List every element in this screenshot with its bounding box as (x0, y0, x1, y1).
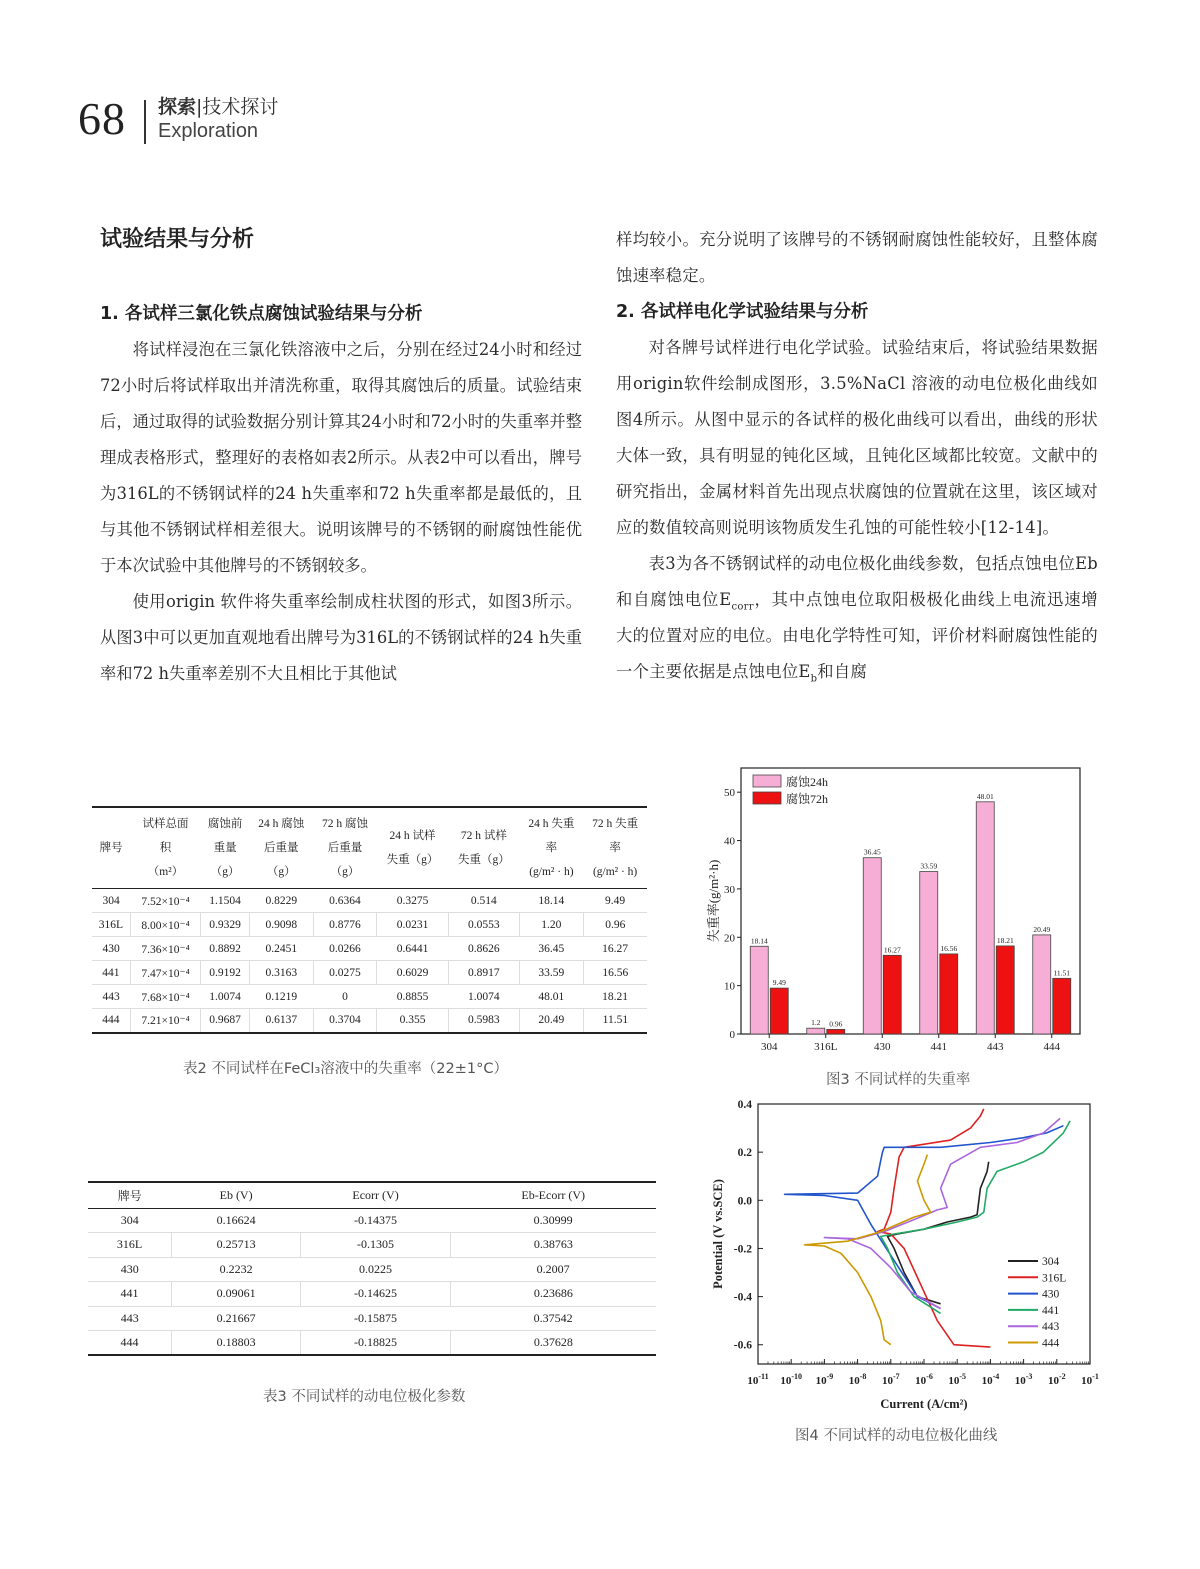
table-cell: 0.37542 (533, 1310, 573, 1325)
table-cell: 0.96 (583, 913, 647, 937)
x-tick-base: 10 (1014, 1375, 1026, 1387)
x-tick-base: 10 (747, 1375, 759, 1387)
y-tick-label: 10 (724, 980, 735, 993)
table-cell: 0.8626 (468, 942, 500, 955)
text-fragment: 和自腐 (817, 662, 868, 681)
legend-label: 304 (1042, 1256, 1060, 1268)
y-tick-label: 40 (724, 835, 735, 848)
bar (1053, 978, 1071, 1034)
table-cell: 0.514 (470, 894, 497, 907)
x-axis-label: Current (A/cm²) (880, 1397, 968, 1411)
x-tick-label (747, 1372, 768, 1387)
table-cell: 443 (102, 990, 120, 1003)
x-tick-base: 10 (848, 1375, 860, 1387)
header-line: 后重量 (264, 842, 299, 854)
table-cell: 441 (88, 1282, 172, 1307)
legend-label: 443 (1042, 1321, 1060, 1334)
table-row (92, 985, 647, 1009)
x-tick-base: 10 (1081, 1375, 1093, 1387)
right-column (616, 222, 1098, 690)
subscript: corr (731, 601, 754, 613)
bar (750, 946, 768, 1034)
table-cell: 1.1504 (209, 894, 241, 907)
x-tick-base: 10 (948, 1375, 960, 1387)
x-tick-label: 444 (1043, 1041, 1060, 1053)
line-chart (700, 1096, 1100, 1418)
table-cell: 0.2007 (536, 1261, 570, 1276)
series-line (785, 1126, 1067, 1309)
bar (976, 802, 994, 1034)
table-cell: 304 (120, 1212, 139, 1227)
y-tick-label: 30 (724, 883, 735, 896)
table-header-cell (92, 807, 130, 889)
table-3-caption: 表3 不同试样的动电位极化参数 (263, 1389, 466, 1405)
table-cell: 9.49 (605, 894, 626, 907)
x-tick-exponent: -10 (791, 1372, 803, 1381)
table-cell: 0.9192 (201, 961, 250, 985)
table-cell: 7.47×10⁻⁴ (130, 961, 201, 985)
x-tick-exponent: -8 (859, 1372, 867, 1381)
legend-label: 腐蚀24h (786, 775, 829, 789)
bar-chart (698, 762, 1090, 1062)
header-line: 失重（g） (457, 854, 510, 866)
plot-frame (758, 1104, 1090, 1364)
figure-3-caption: 图3 不同试样的失重率 (826, 1072, 971, 1088)
bar-value-label: 33.59 (920, 861, 938, 871)
legend-label: 444 (1042, 1337, 1060, 1350)
table-cell: -0.1305 (301, 1233, 451, 1258)
table-cell: -0.14625 (301, 1282, 451, 1307)
table-cell: 430 (120, 1261, 139, 1276)
table-cell: 0.8917 (448, 961, 519, 985)
bar (807, 1028, 825, 1034)
header-line: 后重量 (327, 842, 363, 854)
x-tick-base: 10 (1047, 1375, 1059, 1387)
table-cell: 0 (342, 990, 348, 1003)
table-header-cell (377, 807, 448, 889)
table-row (92, 913, 647, 937)
paragraph: 使用origin 软件将失重率绘制成柱状图的形式，如图3所示。从图3中可以更加直观地看出牌号为316L的不锈钢试样的24 h失重率和72 h失重率差别不大且相比于其他试 (100, 592, 582, 683)
x-tick-exponent: -9 (826, 1372, 834, 1381)
table-cell: 0.23686 (450, 1282, 656, 1307)
table-cell: 0.30999 (533, 1212, 573, 1227)
table-cell: 1.0074 (468, 990, 500, 1003)
bar (863, 858, 881, 1034)
header-line: 72 h 腐蚀 (321, 818, 368, 830)
table-2-caption: 表2 不同试样在FeCl₃溶液中的失重率（22±1°C） (183, 1061, 508, 1077)
legend-label: 430 (1042, 1288, 1060, 1301)
table-cell: 8.00×10⁻⁴ (130, 913, 201, 937)
header-line: （g） (210, 866, 240, 878)
bar (920, 872, 938, 1034)
table-cell: 0.18803 (172, 1331, 301, 1356)
table-cell: 1.0074 (209, 990, 241, 1003)
y-tick-label: -0.4 (733, 1291, 752, 1304)
subscript: b (810, 673, 818, 685)
table-cell: 16.27 (602, 942, 629, 955)
bar-value-label: 48.01 (976, 791, 994, 801)
table-row (92, 961, 647, 985)
table-row (92, 937, 647, 961)
section-heading: 试验结果与分析 (100, 227, 255, 252)
table-cell: 0.3275 (396, 894, 429, 907)
table-cell: 0.9098 (249, 913, 313, 937)
table-row (88, 1282, 656, 1307)
x-tick-label (849, 1372, 867, 1387)
header-divider (144, 100, 146, 144)
table-cell: 0.37628 (450, 1331, 656, 1356)
header-line: （g） (266, 866, 296, 878)
bar-value-label: 20.49 (1033, 924, 1051, 934)
left-column (100, 222, 582, 692)
table-row (92, 889, 647, 913)
table-cell: 0.2232 (219, 1261, 253, 1276)
table-cell: 0.5983 (448, 1009, 519, 1033)
x-tick-exponent: -3 (1025, 1372, 1033, 1381)
table-cell: 11.51 (583, 1009, 647, 1033)
header-line: (g/m² · h) (529, 866, 574, 878)
table-cell: 18.14 (538, 894, 565, 907)
table-header-cell: Eb-Ecorr (V) (450, 1182, 656, 1208)
paragraph (616, 546, 1098, 690)
table-cell: 20.49 (520, 1009, 584, 1033)
x-tick-exponent: -2 (1058, 1372, 1066, 1381)
table-cell: 444 (92, 1009, 130, 1033)
header-line: 72 h 试样 (460, 830, 507, 842)
table-cell: 0.3163 (249, 961, 313, 985)
table-body (92, 889, 647, 1033)
table-3 (88, 1181, 656, 1356)
x-tick-label (915, 1372, 933, 1387)
y-tick-label: 0 (729, 1029, 735, 1041)
table-header-cell: 牌号 (88, 1182, 172, 1208)
header-line: 重量 (213, 842, 237, 854)
subheading-1: 1. 各试样三氯化铁点腐蚀试验结果与分析 (100, 304, 423, 324)
x-tick-exponent: -7 (892, 1372, 900, 1381)
table-cell: 441 (92, 961, 130, 985)
legend-label: 腐蚀72h (786, 792, 829, 806)
x-tick-exponent: -11 (758, 1372, 769, 1381)
table-row (92, 1009, 647, 1033)
table-cell: 0.9687 (201, 1009, 250, 1033)
table-cell: 304 (102, 894, 120, 907)
table-cell: 0.0266 (329, 942, 361, 955)
table-cell: 7.21×10⁻⁴ (130, 1009, 201, 1033)
x-tick-base: 10 (881, 1375, 893, 1387)
header-line: （m²） (147, 866, 184, 878)
header-line: 24 h 失重 (528, 818, 575, 830)
bar (1033, 935, 1051, 1034)
bar-value-label: 16.27 (883, 945, 901, 955)
x-tick-base: 10 (981, 1375, 993, 1387)
table-header-row (88, 1182, 656, 1208)
table-body (88, 1208, 656, 1355)
legend-swatch (753, 775, 781, 787)
section-label (158, 92, 278, 119)
section-label-bold: 探索 (158, 96, 197, 118)
table-cell: 0.6441 (396, 942, 429, 955)
header-line: 率 (609, 842, 621, 854)
table-header-cell: Ecorr (V) (301, 1182, 451, 1208)
table-cell: 7.36×10⁻⁴ (141, 943, 190, 956)
text-fragment: ，其中点蚀电位取阳极极化曲线上电流迅速增大的位置对应的电位。由电化学特性可知，评价材料耐腐蚀性能的一个主要依据是点蚀电位E (616, 590, 1098, 681)
table-cell: 0.6364 (329, 894, 361, 907)
figure-4-caption: 图4 不同试样的动电位极化曲线 (795, 1428, 998, 1444)
table-cell: 0.355 (377, 1009, 448, 1033)
series-line (805, 1155, 931, 1345)
table-row (88, 1233, 656, 1258)
header-line: 24 h 试样 (389, 830, 436, 842)
table-header-cell (130, 807, 201, 889)
table-header-cell: Eb (V) (172, 1182, 301, 1208)
x-tick-label (1015, 1372, 1033, 1387)
table-cell: 0.6029 (377, 961, 448, 985)
bar (883, 955, 901, 1034)
x-tick-exponent: -6 (926, 1372, 933, 1381)
y-tick-label: 50 (724, 787, 735, 800)
table-cell: 0.3704 (313, 1009, 377, 1033)
x-tick-label: 304 (761, 1041, 778, 1053)
table-header-row (92, 807, 647, 889)
table-cell: 18.21 (602, 990, 629, 1003)
table-cell: 0.2451 (265, 942, 298, 955)
header-line: (g/m² · h) (592, 866, 638, 878)
table-cell: 0.0275 (313, 961, 377, 985)
bar (770, 988, 788, 1034)
table-cell: 0.09061 (172, 1282, 301, 1307)
table-cell: 36.45 (538, 942, 565, 955)
y-tick-label: -0.6 (733, 1339, 752, 1352)
table-cell: 0.25713 (172, 1233, 301, 1258)
bar-value-label: 0.96 (829, 1019, 843, 1029)
x-tick-exponent: -4 (992, 1372, 1000, 1381)
bar (827, 1029, 845, 1034)
bar (940, 954, 958, 1034)
table-cell: -0.18825 (301, 1331, 451, 1356)
x-tick-label (982, 1372, 1000, 1387)
table-cell: 0.8855 (396, 990, 429, 1003)
y-axis-label: 失重率(g/m²·h) (706, 859, 721, 943)
table-header-cell (520, 807, 584, 889)
table-cell: 0.21667 (216, 1310, 256, 1325)
x-tick-label (1081, 1372, 1099, 1387)
x-tick-label: 430 (874, 1041, 891, 1053)
x-tick-label: 316L (814, 1041, 838, 1053)
x-tick-base: 10 (915, 1375, 927, 1387)
header-line: 试样总面 (142, 818, 189, 830)
y-tick-label: 0.0 (737, 1195, 752, 1208)
header-line: 牌号 (99, 842, 123, 854)
header-line: 积 (159, 842, 172, 854)
legend-label: 441 (1042, 1304, 1060, 1317)
page-number: 68 (78, 93, 126, 144)
x-tick-label (780, 1372, 802, 1387)
table-cell: 16.56 (583, 961, 647, 985)
table-cell: 443 (120, 1310, 139, 1325)
x-tick-label: 443 (987, 1041, 1004, 1053)
table-cell: 0.8776 (313, 913, 377, 937)
bar-value-label: 18.14 (750, 936, 768, 946)
table-cell: 1.20 (520, 913, 584, 937)
table-cell: 7.52×10⁻⁴ (141, 895, 190, 908)
table-cell: 316L (92, 913, 130, 937)
table-cell: 0.0231 (377, 913, 448, 937)
section-label-en: Exploration (158, 120, 259, 142)
legend-swatch (753, 792, 781, 804)
x-tick-label (882, 1372, 900, 1387)
table-header-cell (448, 807, 519, 889)
table-header-cell (201, 807, 250, 889)
header-line: （g） (330, 866, 360, 878)
bar (996, 946, 1014, 1034)
table-cell: 316L (88, 1233, 172, 1258)
header-line: 72 h 失重 (592, 818, 639, 830)
x-tick-exponent: -5 (959, 1372, 967, 1381)
table-header-cell (249, 807, 313, 889)
table-cell: -0.15875 (354, 1310, 398, 1325)
table-cell: 444 (88, 1331, 172, 1356)
bar-value-label: 36.45 (863, 847, 881, 857)
table-cell: 48.01 (538, 990, 565, 1003)
paragraph: 对各牌号试样进行电化学试验。试验结束后，将试验结果数据用origin软件绘制成图形，3.5%NaCl 溶液的动电位极化曲线如图4所示。从图中显示的各试样的极化曲线可以看出，曲线的形状大体一致，具有明显的钝化区域，且钝化区域都比较宽。文献中的研究指出，金属材料首先出现点状腐蚀的位置就在这里，该区域对应的数值较高则说明该物质发生孔蚀的可能性较小[12-14]。 (616, 338, 1098, 537)
text-fragment: 表3为各不锈钢试样的动电位极化曲线参数，包括点蚀电位Eb和自腐蚀电位E (616, 554, 1098, 609)
y-tick-label: 20 (724, 932, 735, 945)
table-2 (92, 806, 647, 1034)
x-tick-label (1048, 1372, 1066, 1387)
bar-value-label: 1.2 (811, 1018, 821, 1028)
x-tick-base: 10 (780, 1375, 792, 1387)
table-row (88, 1331, 656, 1356)
paragraph-continued: 样均较小。充分说明了该牌号的不锈钢耐腐蚀性能较好，且整体腐蚀速率稳定。 (616, 230, 1098, 285)
table-cell: 0.16624 (216, 1212, 256, 1227)
y-tick-label: 0.4 (737, 1099, 752, 1111)
header-line: 失重（g） (386, 854, 439, 866)
plot-frame (741, 768, 1080, 1034)
y-axis-label: Potential (V vs.SCE) (711, 1179, 725, 1289)
bar-value-label: 16.56 (940, 943, 958, 953)
table-cell: 0.1219 (265, 990, 298, 1003)
table-cell: 7.68×10⁻⁴ (141, 991, 190, 1004)
table-cell: -0.14375 (354, 1212, 398, 1227)
bar-value-label: 18.21 (996, 935, 1014, 945)
table-cell: 0.0225 (359, 1261, 393, 1276)
x-tick-label (948, 1372, 966, 1387)
table-header-cell (313, 807, 377, 889)
table-cell: 33.59 (520, 961, 584, 985)
table-cell: 430 (102, 942, 120, 955)
bar-value-label: 9.49 (772, 978, 786, 988)
table-row (88, 1208, 656, 1233)
table-cell: 0.6137 (249, 1009, 313, 1033)
table-cell: 0.9329 (201, 913, 250, 937)
header-line: 腐蚀前 (207, 818, 243, 830)
bar-value-label: 11.51 (1053, 968, 1071, 978)
header-line: 24 h 腐蚀 (258, 818, 305, 830)
subheading-2: 2. 各试样电化学试验结果与分析 (616, 302, 869, 322)
legend-label: 316L (1042, 1272, 1067, 1285)
table-cell: 0.0553 (448, 913, 519, 937)
x-tick-label: 441 (930, 1041, 947, 1053)
table-header-cell (583, 807, 647, 889)
table-cell: 0.38763 (450, 1233, 656, 1258)
header-line: 率 (545, 842, 558, 854)
x-tick-exponent: -1 (1092, 1372, 1099, 1381)
x-tick-label (816, 1372, 834, 1387)
table-row (88, 1306, 656, 1331)
table-cell: 0.8229 (265, 894, 298, 907)
table-cell: 0.8892 (209, 942, 241, 955)
section-label-rest: |技术探讨 (196, 96, 279, 118)
table-row (88, 1257, 656, 1282)
x-tick-base: 10 (815, 1375, 827, 1387)
paragraph: 将试样浸泡在三氯化铁溶液中之后，分别在经过24小时和经过72小时后将试样取出并清洗称重，取得其腐蚀后的质量。试验结束后，通过取得的试验数据分别计算其24小时和72小时的失重率并整理成表格形式，整理好的表格如表2所示。从表2中可以看出，牌号为316L的不锈钢试样的24 h失重率和72 h失重率都是最低的，且与其他不锈钢试样相差很大。说明该牌号的不锈钢的耐腐蚀性能优于本次试验中其他牌号的不锈钢较多。 (100, 340, 582, 575)
y-tick-label: -0.2 (733, 1243, 752, 1256)
y-tick-label: 0.2 (737, 1147, 752, 1160)
